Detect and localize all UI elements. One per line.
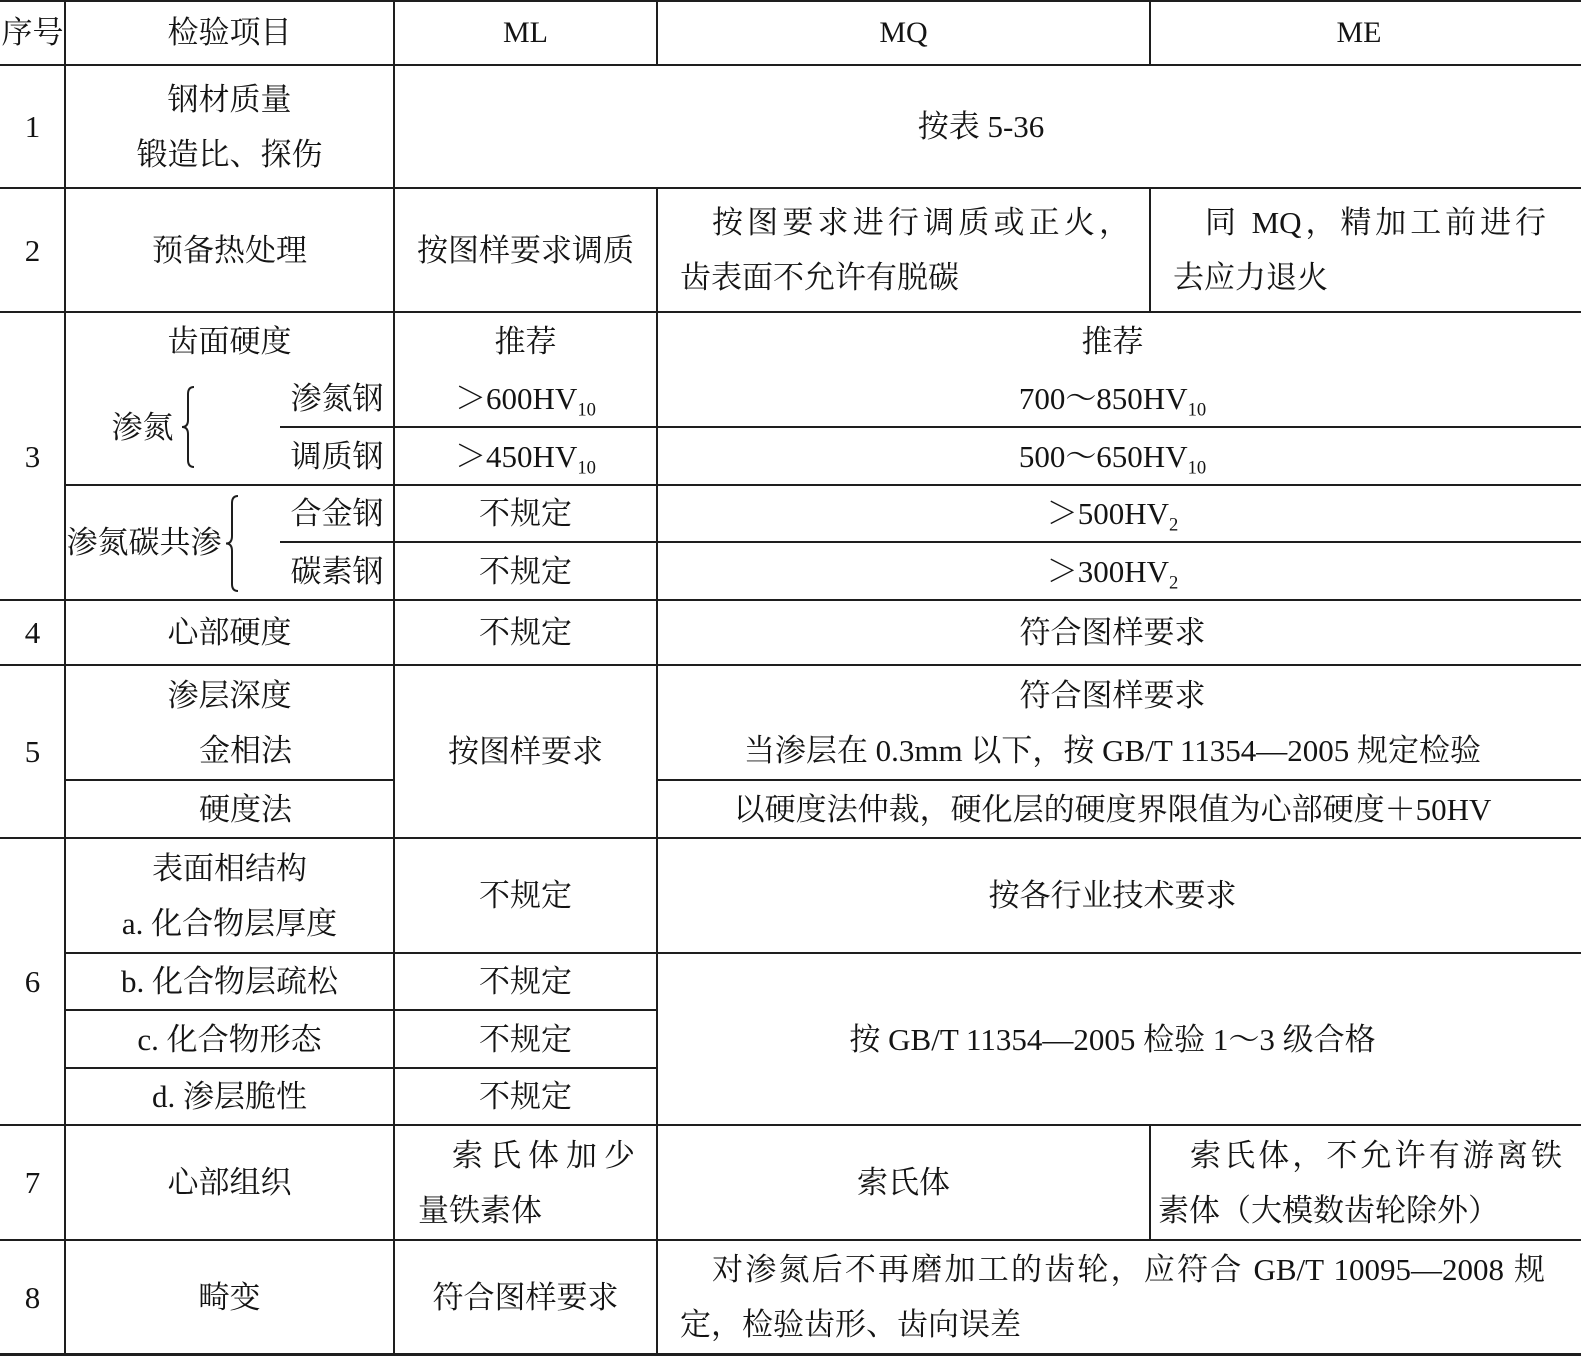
row-3-ml-value [394, 427, 657, 485]
row-7-ml-line: 量铁素体 [418, 1192, 542, 1228]
row-6-item [65, 838, 394, 953]
row-5-item-method: 硬度法 [199, 791, 292, 827]
row-6-item-sub: d. 渗层脆性 [152, 1079, 307, 1114]
row-1-no: 1 [24, 109, 41, 144]
row-4-ml: 不规定 [479, 615, 572, 650]
header-no: 序号 [1, 15, 64, 50]
row-3-ml-value: 不规定 [479, 553, 572, 589]
row-2-ml: 按图样要求调质 [417, 232, 634, 268]
row-7-ml [394, 1125, 657, 1240]
row-2-me [1150, 188, 1568, 312]
row-3-ml-recommend: 推荐 [494, 323, 557, 359]
row-7-mq: 索氏体 [857, 1165, 950, 1200]
hardness-value: $>600HV_{10}$ [455, 381, 596, 421]
row-6-mq-me-grade: 按 GB/T 11354—2005 检验 1～3 级合格 [849, 1021, 1376, 1057]
row-2-no: 2 [24, 232, 41, 268]
row-1-requirement: 按表 5-36 [917, 109, 1045, 144]
row-5-item-method-cell [65, 780, 394, 838]
row-6-mq-me: 按各行业技术要求 [988, 878, 1237, 913]
row-8-mq-me-line: 对渗氮后不再磨加工的齿轮，应符合 GB/T 10095—2008 规 [712, 1252, 1545, 1287]
row-2-me-line: 去应力退火 [1173, 260, 1328, 295]
steel-name: 调质钢 [290, 438, 384, 474]
row-4-no: 4 [24, 615, 41, 650]
row-8-no: 8 [24, 1279, 41, 1315]
row-3-no: 3 [24, 438, 41, 474]
row-6-item-sub: c. 化合物形态 [137, 1021, 322, 1057]
row-3-mq-me-value [657, 370, 1568, 427]
row-4-mq-me: 符合图样要求 [1019, 615, 1206, 650]
row-7-item: 心部组织 [167, 1165, 292, 1200]
header-mq: MQ [879, 16, 928, 49]
row-5-item [65, 665, 394, 780]
row-6-ml: 不规定 [479, 964, 572, 999]
row-8-mq-me-line: 定，检验齿形、齿向误差 [680, 1307, 1021, 1342]
row-1-item-line: 锻造比、探伤 [136, 136, 323, 172]
hardness-value: $500\sim 650HV_{10}$ [1018, 438, 1207, 478]
row-6-item-sub: b. 化合物层疏松 [121, 964, 338, 999]
row-6-item-line: 表面相结构 [152, 850, 307, 886]
left-brace-icon [180, 386, 196, 468]
hardness-value: $>300HV_2$ [1046, 553, 1179, 593]
header-ml: ML [503, 16, 548, 49]
row-8-mq-me [657, 1240, 1568, 1354]
row-2-mq-line: 按图要求进行调质或正火， [712, 205, 1130, 240]
row-8-item: 畸变 [198, 1279, 261, 1315]
steel-name: 渗氮钢 [290, 381, 384, 416]
row-6-ml: 不规定 [479, 1021, 572, 1057]
row-3-mq-me-value [657, 485, 1568, 542]
row-2-mq-line: 齿表面不允许有脱碳 [680, 260, 959, 295]
row-7-no: 7 [24, 1165, 41, 1200]
row-6-item-line: a. 化合物层厚度 [121, 905, 338, 941]
row-6-ml: 不规定 [479, 1079, 572, 1114]
row-7-ml-line: 索氏体加少 [452, 1137, 635, 1173]
steel-name: 碳素钢 [290, 553, 384, 589]
row-7-me-line: 索氏体，不允许有游离铁 [1190, 1137, 1562, 1173]
left-brace-icon [224, 495, 240, 592]
row-8-ml: 符合图样要求 [432, 1279, 619, 1315]
row-6-ml: 不规定 [479, 878, 572, 913]
row-1-item-line: 钢材质量 [167, 81, 292, 117]
steel-name: 合金钢 [290, 496, 384, 531]
row-7-me-line: 素体（大模数齿轮除外） [1158, 1192, 1499, 1228]
row-5-item-method: 金相法 [199, 732, 292, 768]
row-5-mq-me-hardness: 以硬度法仲裁，硬化层的硬度界限值为心部硬度＋50HV [733, 791, 1492, 827]
row-2-item: 预备热处理 [152, 232, 307, 268]
header-item: 检验项目 [167, 15, 292, 50]
row-4-item: 心部硬度 [167, 615, 292, 650]
hardness-value: $700\sim 850HV_{10}$ [1018, 381, 1207, 421]
row-5-mq-me-line: 符合图样要求 [1019, 677, 1206, 713]
row-5-ml: 按图样要求 [448, 734, 603, 769]
row-7-me [1150, 1125, 1568, 1240]
row-2-mq [657, 188, 1150, 312]
row-1-item [65, 65, 394, 188]
hardness-value: $>500HV_2$ [1046, 496, 1179, 536]
group-label-nitriding: 渗氮 [111, 410, 174, 445]
row-3-mq-me-recommend: 推荐 [1081, 323, 1144, 359]
hardness-value: $>450HV_{10}$ [455, 438, 596, 478]
row-3-item: 齿面硬度 [167, 323, 292, 359]
row-3-mq-me-value [657, 542, 1568, 600]
group-label-nitrocarburizing: 渗氮碳共渗 [66, 525, 222, 560]
row-5-mq-me [657, 665, 1568, 780]
row-5-item-line: 渗层深度 [167, 677, 292, 713]
row-3-ml-value: 不规定 [479, 496, 572, 531]
row-2-me-line: 同 MQ，精加工前进行 [1205, 205, 1546, 240]
row-5-mq-me-line: 当渗层在 0.3mm 以下，按 GB/T 11354—2005 规定检验 [743, 732, 1482, 768]
row-3-mq-me-value [657, 427, 1568, 485]
row-5-no: 5 [24, 734, 41, 769]
row-3-ml-value [394, 370, 657, 427]
header-me: ME [1336, 16, 1382, 49]
row-6-no: 6 [24, 964, 41, 999]
